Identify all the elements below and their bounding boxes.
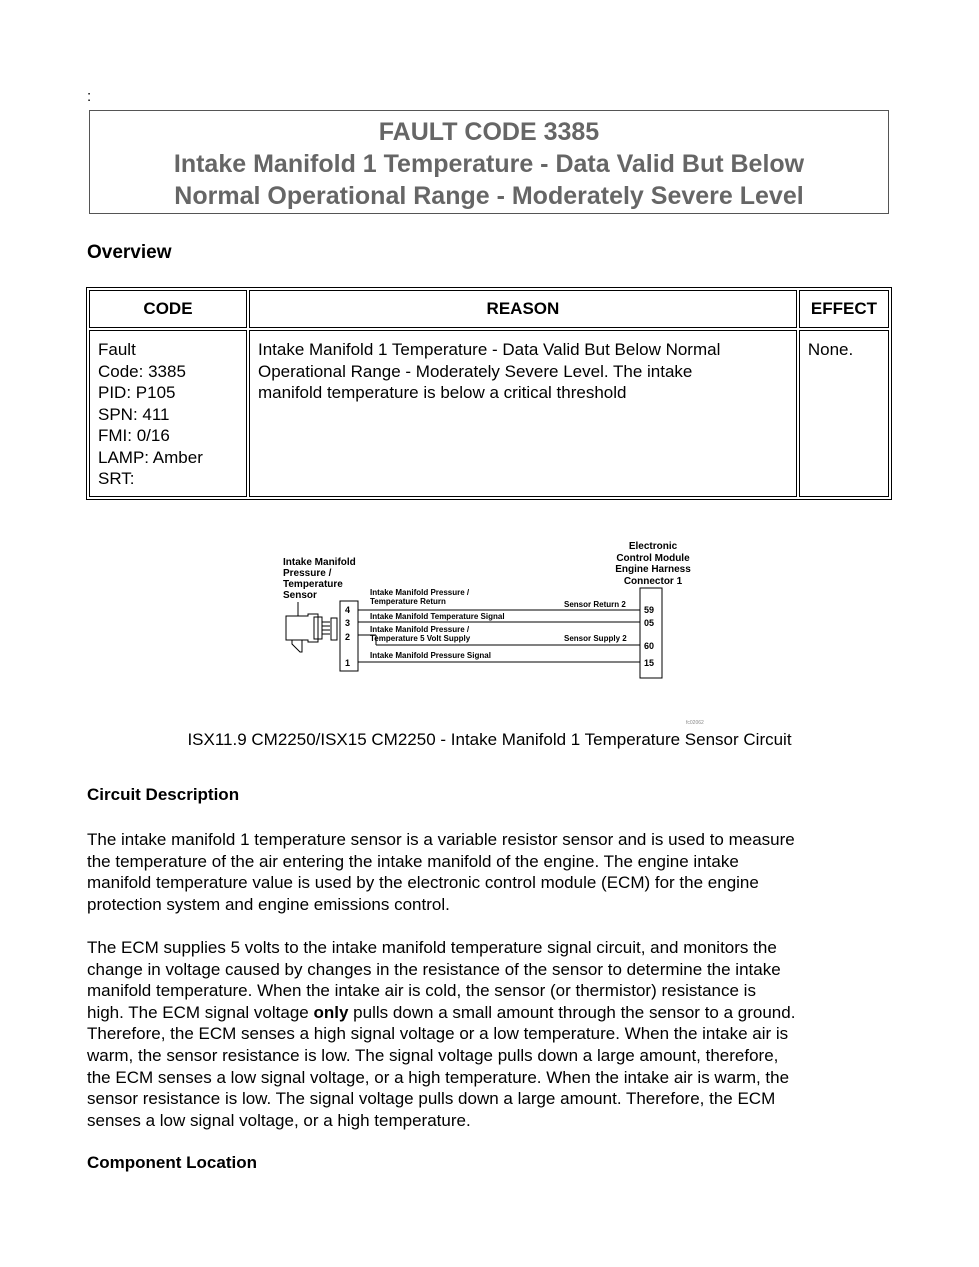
ecm-pin-label: 05 <box>644 618 655 628</box>
wire-label: Temperature 5 Volt Supply <box>370 634 471 643</box>
wire-label: Intake Manifold Pressure Signal <box>370 651 491 660</box>
paragraph-line: manifold temperature. When the intake air is cold, the sensor (or thermistor) resistance is <box>87 981 756 1001</box>
fault-title-box <box>89 110 889 214</box>
ecm-wire-label: Sensor Return 2 <box>564 600 626 609</box>
sensor-pin-label: 4 <box>345 605 351 615</box>
sensor-label-line: Pressure / <box>283 568 332 579</box>
fault-code-title: FAULT CODE 3385 <box>378 118 600 146</box>
ecm-label-line: Electronic <box>628 541 678 552</box>
reason-cell <box>249 330 797 497</box>
code-line: LAMP: Amber <box>98 447 203 467</box>
figure-caption: ISX11.9 CM2250/ISX15 CM2250 - Intake Manifold 1 Temperature Sensor Circuit <box>187 730 792 749</box>
sensor-pin-label: 1 <box>345 658 351 668</box>
code-line: PID: P105 <box>98 383 176 402</box>
reason-line: manifold temperature is below a critical threshold <box>257 383 627 402</box>
paragraph-line: The ECM supplies 5 volts to the intake manifold temperature signal circuit, and monitors the <box>87 938 777 957</box>
wire-label: Temperature Return <box>370 597 446 606</box>
code-line: SPN: 411 <box>98 404 170 424</box>
text-run: high. The ECM signal voltage <box>87 1002 314 1022</box>
ecm-label-line: Connector 1 <box>623 576 683 587</box>
reason-line: Intake Manifold 1 Temperature - Data Valid But Below Normal <box>257 340 721 359</box>
paragraph-line: sensor resistance is low. The signal voltage pulls down a large amount. Therefore, the ECM <box>87 1089 776 1109</box>
fault-subtitle-line-2: Normal Operational Range - Moderately Severe Level <box>174 182 804 210</box>
ecm-label-line: Control Module <box>616 553 690 564</box>
paragraph-line <box>87 1002 897 1024</box>
sensor-label-line: Temperature <box>283 579 343 590</box>
paragraph-line: change in voltage caused by changes in the resistance of the sensor to determine the intake <box>87 959 781 979</box>
emphasis-only: only <box>313 1002 349 1022</box>
sensor-label-line: Intake Manifold <box>283 557 356 568</box>
table-row <box>89 330 889 497</box>
fault-subtitle-line-1: Intake Manifold 1 Temperature - Data Valid But Below <box>173 150 805 178</box>
paragraph-line: The intake manifold 1 temperature sensor is a variable resistor sensor and is used to measure <box>87 830 795 849</box>
overview-heading: Overview <box>87 242 172 263</box>
ecm-pin-label: 15 <box>644 658 655 668</box>
circuit-paragraph-1 <box>87 829 897 915</box>
header-colon: : <box>87 88 92 105</box>
code-cell <box>89 330 247 497</box>
code-line: SRT: <box>98 469 135 488</box>
circuit-diagram <box>278 538 708 728</box>
wire-label: Intake Manifold Pressure / <box>370 588 470 597</box>
paragraph-line: Therefore, the ECM senses a high signal voltage or a low temperature. When the intake air is <box>87 1024 789 1044</box>
code-line: Fault <box>98 340 136 359</box>
figure-id: fc02062 <box>686 720 704 726</box>
paragraph-line: manifold temperature value is used by the electronic control module (ECM) for the engine <box>87 873 759 893</box>
ecm-label-line: Engine Harness <box>615 564 691 575</box>
circuit-paragraph-2 <box>87 937 897 1131</box>
sensor-pin-label: 2 <box>345 632 351 642</box>
code-line: Code: 3385 <box>98 361 186 381</box>
ecm-wire-label: Sensor Supply 2 <box>564 634 627 643</box>
table-header-row <box>89 290 889 328</box>
circuit-description-heading: Circuit Description <box>87 785 240 804</box>
column-header-effect: EFFECT <box>799 290 889 328</box>
text-run: pulls down a small amount through the sensor to a ground. <box>348 1002 796 1022</box>
paragraph-line: the temperature of the air entering the intake manifold of the engine. The engine intake <box>87 851 739 871</box>
code-line: FMI: 0/16 <box>98 426 170 445</box>
effect-cell: None. <box>799 330 889 497</box>
paragraph-line: warm, the sensor resistance is low. The signal voltage pulls down a large amount, therefore, <box>87 1045 779 1065</box>
ecm-pin-label: 59 <box>644 605 655 615</box>
wire-label: Intake Manifold Pressure / <box>370 625 470 634</box>
column-header-reason: REASON <box>249 290 797 328</box>
ecm-pin-label: 60 <box>644 641 655 651</box>
paragraph-line: the ECM senses a low signal voltage, or a high temperature. When the intake air is warm, the <box>87 1067 790 1087</box>
sensor-body-icon <box>286 614 337 652</box>
wire-label: Intake Manifold Temperature Signal <box>370 612 505 621</box>
paragraph-line: protection system and engine emissions control. <box>87 894 450 914</box>
sensor-label-line: Sensor <box>283 590 317 601</box>
overview-table <box>86 287 892 500</box>
column-header-code: CODE <box>89 290 247 328</box>
reason-line: Operational Range - Moderately Severe Level. The intake <box>257 361 693 381</box>
sensor-pin-label: 3 <box>345 618 351 628</box>
component-location-heading: Component Location <box>87 1153 257 1172</box>
paragraph-line: senses a low signal voltage, or a high temperature. <box>87 1110 471 1130</box>
